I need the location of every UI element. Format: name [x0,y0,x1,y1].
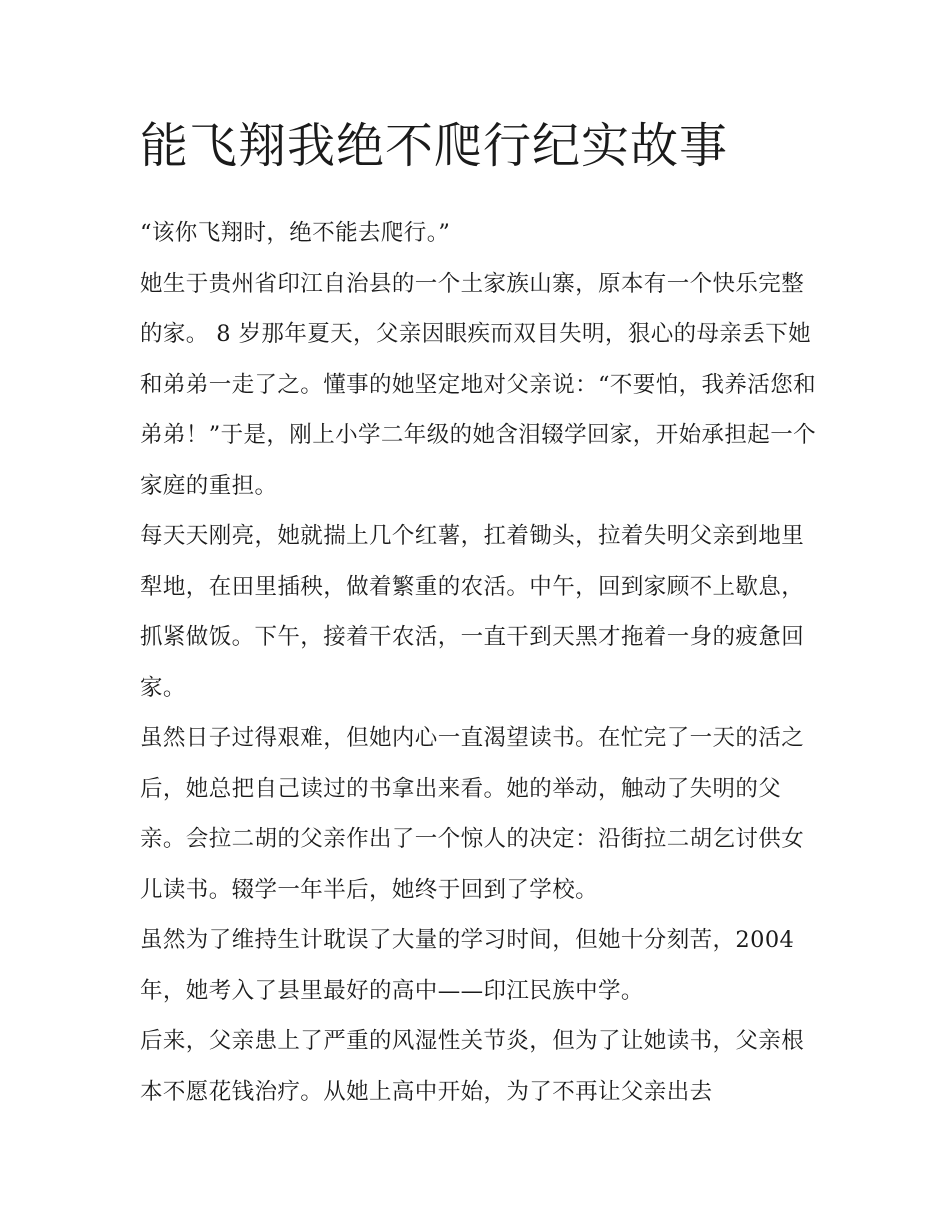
paragraph-farm-work: 每天天刚亮，她就揣上几个红薯，扛着锄头，拉着失明父亲到地里犁地，在田里插秧，做着繁重的农活。中午，回到家顾不上歇息，抓紧做饭。下午，接着干农活，一直干到天黑才拖着一身的疲惫回家。 [140,523,805,701]
document-body [140,112,820,1117]
document-title: 能飞翔我绝不爬行纪实故事 [140,118,729,174]
paragraph-quote: “该你飞翔时，绝不能去爬行。” [140,220,451,246]
paragraph-desire-to-read: 虽然日子过得艰难，但她内心一直渴望读书。在忙完了一天的活之后，她总把自己读过的书拿出来看。她的举动，触动了失明的父亲。会拉二胡的父亲作出了一个惊人的决定：沿街拉二胡乞讨供女儿读书。辍学一年半后，她终于回到了学校。 [140,725,805,903]
paragraph-father-illness: 后来，父亲患上了严重的风湿性关节炎，但为了让她读书，父亲根本不愿花钱治疗。从她上高中开始，为了不再让父亲出去 [140,1028,805,1105]
paragraph-childhood: 她生于贵州省印江自治县的一个土家族山寨，原本有一个快乐完整的家。 8 岁那年夏天，父亲因眼疾而双目失明，狠心的母亲丢下她和弟弟一走了之。懂事的她坚定地对父亲说：“不要怕，我养活您和弟弟！”于是，刚上小学二年级的她含泪辍学回家，开始承担起一个家庭的重担。 [140,270,817,499]
paragraph-high-school: 虽然为了维持生计耽误了大量的学习时间，但她十分刻苦，2004 年，她考入了县里最好的高中——印江民族中学。 [140,927,795,1004]
